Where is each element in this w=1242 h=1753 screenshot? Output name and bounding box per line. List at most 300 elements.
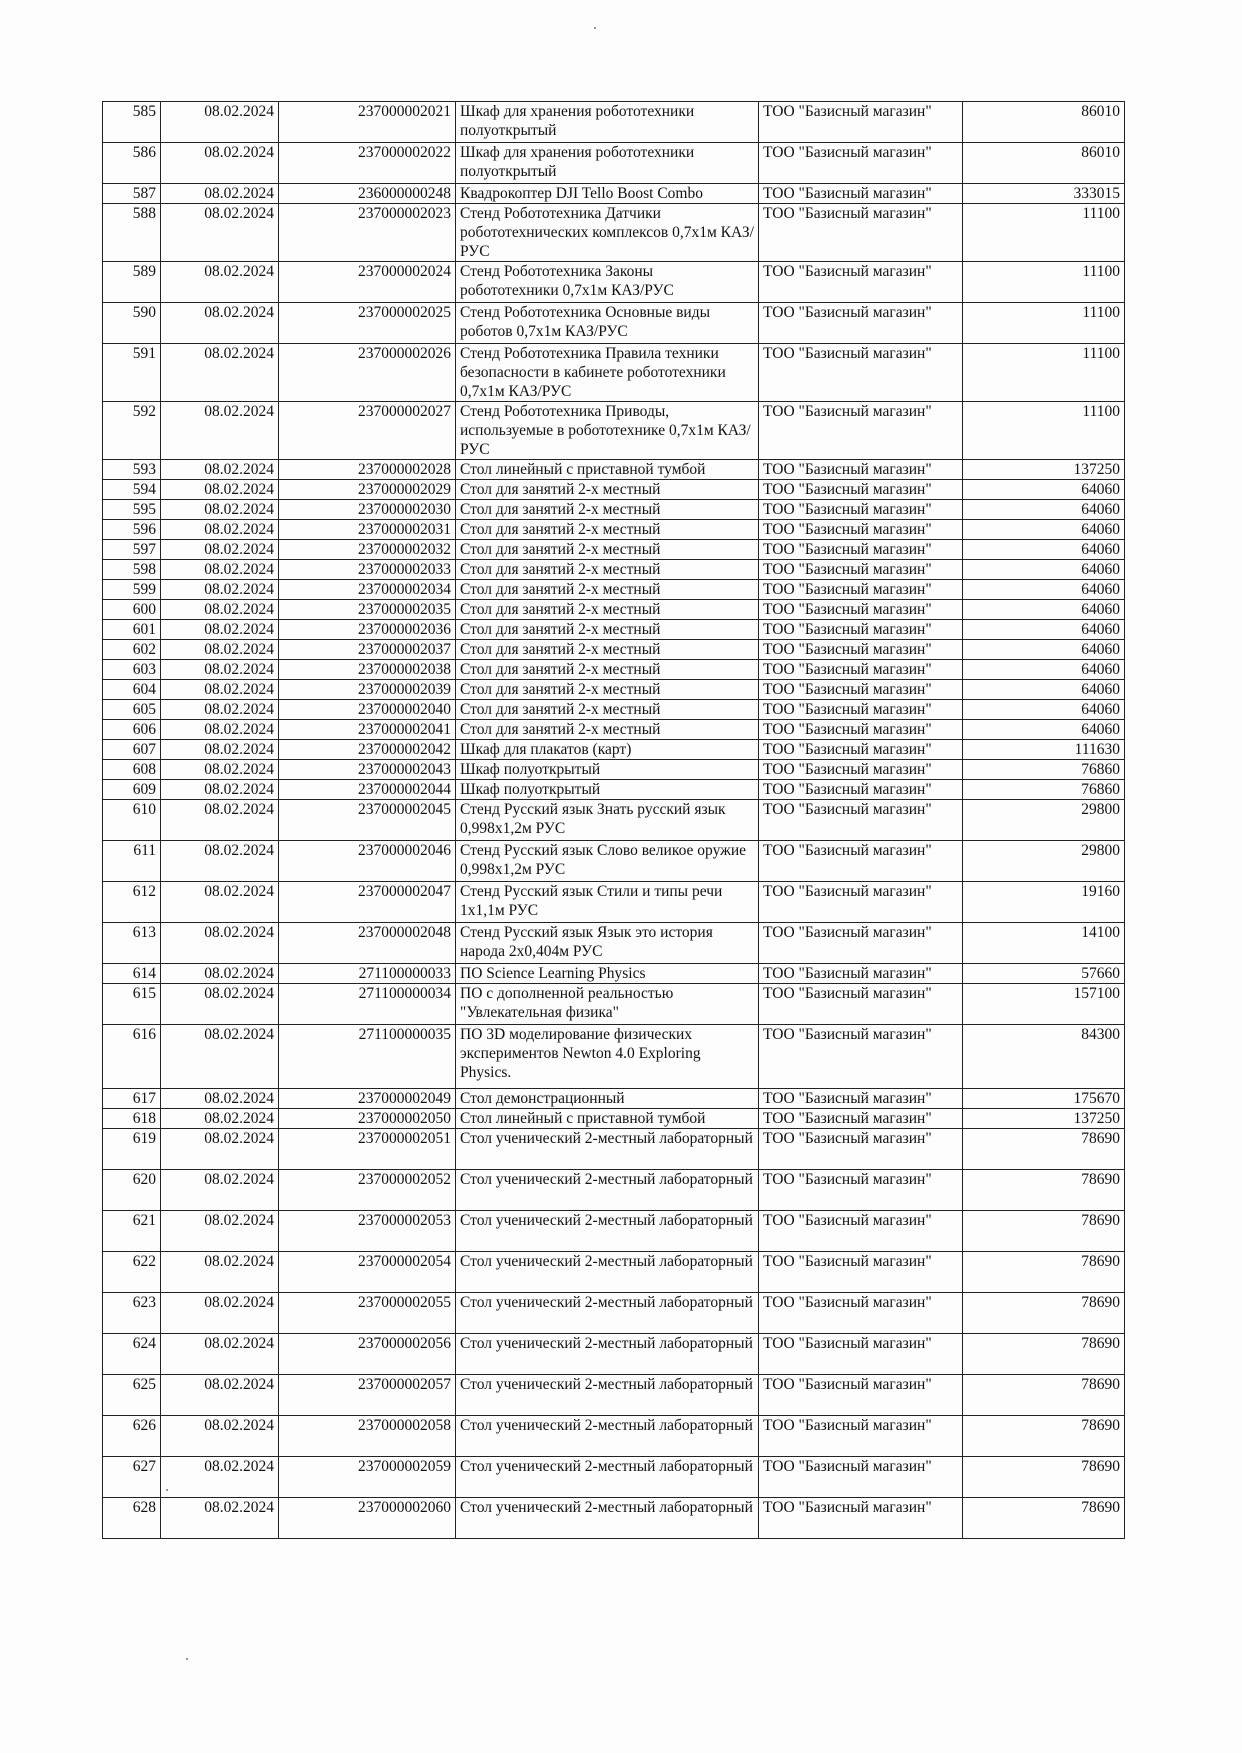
supplier-name: ТОО "Базисный магазин" bbox=[759, 800, 963, 841]
row-date: 08.02.2024 bbox=[161, 700, 279, 720]
item-name: Стол для занятий 2-х местный bbox=[456, 520, 759, 540]
table-row bbox=[103, 480, 1125, 500]
scan-speck bbox=[166, 1489, 168, 1491]
row-number: 593 bbox=[103, 460, 161, 480]
item-amount: 64060 bbox=[963, 660, 1125, 680]
row-date: 08.02.2024 bbox=[161, 500, 279, 520]
item-name: Стенд Робототехника Правила техники безопасности в кабинете робототехники 0,7х1м КАЗ/РУС bbox=[456, 344, 759, 402]
table-row bbox=[103, 1457, 1125, 1498]
supplier-name: ТОО "Базисный магазин" bbox=[759, 720, 963, 740]
supplier-name: ТОО "Базисный магазин" bbox=[759, 841, 963, 882]
item-name: Стол для занятий 2-х местный bbox=[456, 700, 759, 720]
inventory-code: 237000002048 bbox=[279, 923, 456, 964]
row-number: 597 bbox=[103, 540, 161, 560]
row-date: 08.02.2024 bbox=[161, 303, 279, 344]
row-date: 08.02.2024 bbox=[161, 640, 279, 660]
item-amount: 86010 bbox=[963, 143, 1125, 184]
supplier-name: ТОО "Базисный магазин" bbox=[759, 540, 963, 560]
item-amount: 11100 bbox=[963, 344, 1125, 402]
supplier-name: ТОО "Базисный магазин" bbox=[759, 1375, 963, 1416]
inventory-code: 237000002025 bbox=[279, 303, 456, 344]
item-amount: 76860 bbox=[963, 780, 1125, 800]
row-number: 588 bbox=[103, 204, 161, 262]
row-number: 585 bbox=[103, 102, 161, 143]
table-row bbox=[103, 640, 1125, 660]
inventory-code: 237000002039 bbox=[279, 680, 456, 700]
row-number: 626 bbox=[103, 1416, 161, 1457]
table-row bbox=[103, 1293, 1125, 1334]
supplier-name: ТОО "Базисный магазин" bbox=[759, 480, 963, 500]
row-date: 08.02.2024 bbox=[161, 600, 279, 620]
inventory-code: 237000002036 bbox=[279, 620, 456, 640]
item-name: Стол ученический 2-местный лабораторный bbox=[456, 1457, 759, 1498]
item-amount: 333015 bbox=[963, 184, 1125, 204]
item-name: Стол для занятий 2-х местный bbox=[456, 640, 759, 660]
item-amount: 64060 bbox=[963, 520, 1125, 540]
inventory-code: 237000002044 bbox=[279, 780, 456, 800]
row-number: 603 bbox=[103, 660, 161, 680]
item-amount: 84300 bbox=[963, 1025, 1125, 1089]
item-name: Стол ученический 2-местный лабораторный bbox=[456, 1129, 759, 1170]
row-number: 599 bbox=[103, 580, 161, 600]
row-number: 617 bbox=[103, 1089, 161, 1109]
row-date: 08.02.2024 bbox=[161, 984, 279, 1025]
supplier-name: ТОО "Базисный магазин" bbox=[759, 1416, 963, 1457]
supplier-name: ТОО "Базисный магазин" bbox=[759, 680, 963, 700]
item-name: Стенд Робототехника Датчики робототехнических комплексов 0,7х1м КАЗ/РУС bbox=[456, 204, 759, 262]
inventory-code: 237000002040 bbox=[279, 700, 456, 720]
row-number: 624 bbox=[103, 1334, 161, 1375]
row-number: 614 bbox=[103, 964, 161, 984]
item-amount: 29800 bbox=[963, 800, 1125, 841]
inventory-code: 271100000035 bbox=[279, 1025, 456, 1089]
row-date: 08.02.2024 bbox=[161, 1252, 279, 1293]
table-row bbox=[103, 1334, 1125, 1375]
item-name: Стол линейный с приставной тумбой bbox=[456, 460, 759, 480]
supplier-name: ТОО "Базисный магазин" bbox=[759, 600, 963, 620]
item-amount: 78690 bbox=[963, 1293, 1125, 1334]
inventory-code: 237000002042 bbox=[279, 740, 456, 760]
item-name: Шкаф для хранения робототехники полуоткрытый bbox=[456, 102, 759, 143]
row-date: 08.02.2024 bbox=[161, 1211, 279, 1252]
supplier-name: ТОО "Базисный магазин" bbox=[759, 1109, 963, 1129]
item-amount: 78690 bbox=[963, 1334, 1125, 1375]
inventory-code: 237000002033 bbox=[279, 560, 456, 580]
supplier-name: ТОО "Базисный магазин" bbox=[759, 984, 963, 1025]
inventory-code: 237000002049 bbox=[279, 1089, 456, 1109]
item-amount: 78690 bbox=[963, 1170, 1125, 1211]
row-date: 08.02.2024 bbox=[161, 460, 279, 480]
table-row bbox=[103, 923, 1125, 964]
row-number: 618 bbox=[103, 1109, 161, 1129]
row-date: 08.02.2024 bbox=[161, 1334, 279, 1375]
inventory-code: 237000002026 bbox=[279, 344, 456, 402]
supplier-name: ТОО "Базисный магазин" bbox=[759, 460, 963, 480]
supplier-name: ТОО "Базисный магазин" bbox=[759, 660, 963, 680]
item-amount: 157100 bbox=[963, 984, 1125, 1025]
inventory-code: 237000002051 bbox=[279, 1129, 456, 1170]
table-row bbox=[103, 1498, 1125, 1539]
table-row bbox=[103, 1416, 1125, 1457]
item-amount: 78690 bbox=[963, 1457, 1125, 1498]
item-amount: 64060 bbox=[963, 480, 1125, 500]
inventory-code: 237000002031 bbox=[279, 520, 456, 540]
item-amount: 19160 bbox=[963, 882, 1125, 923]
supplier-name: ТОО "Базисный магазин" bbox=[759, 923, 963, 964]
row-date: 08.02.2024 bbox=[161, 520, 279, 540]
row-date: 08.02.2024 bbox=[161, 964, 279, 984]
row-number: 596 bbox=[103, 520, 161, 540]
item-name: Шкаф полуоткрытый bbox=[456, 780, 759, 800]
table-row bbox=[103, 1089, 1125, 1109]
item-amount: 137250 bbox=[963, 1109, 1125, 1129]
item-amount: 78690 bbox=[963, 1416, 1125, 1457]
table-row bbox=[103, 540, 1125, 560]
item-amount: 64060 bbox=[963, 540, 1125, 560]
row-date: 08.02.2024 bbox=[161, 1089, 279, 1109]
supplier-name: ТОО "Базисный магазин" bbox=[759, 780, 963, 800]
item-amount: 57660 bbox=[963, 964, 1125, 984]
item-amount: 29800 bbox=[963, 841, 1125, 882]
table-row bbox=[103, 882, 1125, 923]
item-name: Стол ученический 2-местный лабораторный bbox=[456, 1170, 759, 1211]
inventory-code: 237000002045 bbox=[279, 800, 456, 841]
item-amount: 78690 bbox=[963, 1375, 1125, 1416]
supplier-name: ТОО "Базисный магазин" bbox=[759, 740, 963, 760]
row-date: 08.02.2024 bbox=[161, 760, 279, 780]
table-row bbox=[103, 204, 1125, 262]
item-name: Шкаф полуоткрытый bbox=[456, 760, 759, 780]
supplier-name: ТОО "Базисный магазин" bbox=[759, 964, 963, 984]
row-number: 601 bbox=[103, 620, 161, 640]
row-number: 620 bbox=[103, 1170, 161, 1211]
row-number: 622 bbox=[103, 1252, 161, 1293]
supplier-name: ТОО "Базисный магазин" bbox=[759, 344, 963, 402]
inventory-code: 237000002037 bbox=[279, 640, 456, 660]
item-amount: 11100 bbox=[963, 204, 1125, 262]
table-row bbox=[103, 841, 1125, 882]
row-number: 587 bbox=[103, 184, 161, 204]
item-amount: 78690 bbox=[963, 1211, 1125, 1252]
row-date: 08.02.2024 bbox=[161, 1498, 279, 1539]
inventory-code: 237000002035 bbox=[279, 600, 456, 620]
table-row bbox=[103, 1252, 1125, 1293]
supplier-name: ТОО "Базисный магазин" bbox=[759, 204, 963, 262]
inventory-code: 237000002047 bbox=[279, 882, 456, 923]
inventory-code: 237000002055 bbox=[279, 1293, 456, 1334]
inventory-code: 237000002027 bbox=[279, 402, 456, 460]
scan-speck bbox=[186, 1658, 188, 1660]
row-number: 610 bbox=[103, 800, 161, 841]
row-date: 08.02.2024 bbox=[161, 1457, 279, 1498]
row-date: 08.02.2024 bbox=[161, 923, 279, 964]
item-name: ПО Science Learning Physics bbox=[456, 964, 759, 984]
row-number: 628 bbox=[103, 1498, 161, 1539]
table-row bbox=[103, 1170, 1125, 1211]
row-number: 611 bbox=[103, 841, 161, 882]
item-name: Стол ученический 2-местный лабораторный bbox=[456, 1416, 759, 1457]
row-date: 08.02.2024 bbox=[161, 580, 279, 600]
item-name: Стенд Русский язык Знать русский язык 0,998х1,2м РУС bbox=[456, 800, 759, 841]
table-row bbox=[103, 344, 1125, 402]
row-date: 08.02.2024 bbox=[161, 1129, 279, 1170]
row-number: 605 bbox=[103, 700, 161, 720]
supplier-name: ТОО "Базисный магазин" bbox=[759, 1293, 963, 1334]
row-date: 08.02.2024 bbox=[161, 841, 279, 882]
item-name: Стол ученический 2-местный лабораторный bbox=[456, 1498, 759, 1539]
inventory-code: 237000002041 bbox=[279, 720, 456, 740]
inventory-code: 237000002060 bbox=[279, 1498, 456, 1539]
item-amount: 86010 bbox=[963, 102, 1125, 143]
item-name: Стол ученический 2-местный лабораторный bbox=[456, 1334, 759, 1375]
table-row bbox=[103, 143, 1125, 184]
supplier-name: ТОО "Базисный магазин" bbox=[759, 700, 963, 720]
inventory-code: 237000002057 bbox=[279, 1375, 456, 1416]
row-date: 08.02.2024 bbox=[161, 1109, 279, 1129]
table-row bbox=[103, 102, 1125, 143]
row-date: 08.02.2024 bbox=[161, 882, 279, 923]
row-date: 08.02.2024 bbox=[161, 102, 279, 143]
inventory-code: 237000002021 bbox=[279, 102, 456, 143]
supplier-name: ТОО "Базисный магазин" bbox=[759, 1089, 963, 1109]
row-number: 595 bbox=[103, 500, 161, 520]
item-name: Стол линейный с приставной тумбой bbox=[456, 1109, 759, 1129]
item-name: Стенд Робототехника Основные виды роботов 0,7х1м КАЗ/РУС bbox=[456, 303, 759, 344]
item-name: Стенд Русский язык Язык это история народа 2х0,404м РУС bbox=[456, 923, 759, 964]
item-amount: 111630 bbox=[963, 740, 1125, 760]
inventory-code: 237000002052 bbox=[279, 1170, 456, 1211]
inventory-code: 237000002038 bbox=[279, 660, 456, 680]
supplier-name: ТОО "Базисный магазин" bbox=[759, 1025, 963, 1089]
table-row bbox=[103, 680, 1125, 700]
row-number: 586 bbox=[103, 143, 161, 184]
table-row bbox=[103, 520, 1125, 540]
item-amount: 78690 bbox=[963, 1129, 1125, 1170]
row-date: 08.02.2024 bbox=[161, 620, 279, 640]
row-number: 608 bbox=[103, 760, 161, 780]
table-row bbox=[103, 600, 1125, 620]
supplier-name: ТОО "Базисный магазин" bbox=[759, 1170, 963, 1211]
scan-speck bbox=[594, 27, 596, 29]
item-name: Стол для занятий 2-х местный bbox=[456, 660, 759, 680]
item-name: Стол для занятий 2-х местный bbox=[456, 540, 759, 560]
item-name: Стол для занятий 2-х местный bbox=[456, 580, 759, 600]
supplier-name: ТОО "Базисный магазин" bbox=[759, 1252, 963, 1293]
table-row bbox=[103, 1109, 1125, 1129]
supplier-name: ТОО "Базисный магазин" bbox=[759, 1129, 963, 1170]
item-amount: 11100 bbox=[963, 402, 1125, 460]
table-row bbox=[103, 460, 1125, 480]
supplier-name: ТОО "Базисный магазин" bbox=[759, 1498, 963, 1539]
row-number: 612 bbox=[103, 882, 161, 923]
item-amount: 78690 bbox=[963, 1252, 1125, 1293]
row-number: 602 bbox=[103, 640, 161, 660]
item-amount: 11100 bbox=[963, 262, 1125, 303]
table-row bbox=[103, 620, 1125, 640]
item-name: Стенд Робототехника Приводы, используемые в робототехнике 0,7х1м КАЗ/РУС bbox=[456, 402, 759, 460]
supplier-name: ТОО "Базисный магазин" bbox=[759, 1334, 963, 1375]
item-name: Стол для занятий 2-х местный bbox=[456, 620, 759, 640]
row-number: 627 bbox=[103, 1457, 161, 1498]
item-amount: 64060 bbox=[963, 500, 1125, 520]
row-date: 08.02.2024 bbox=[161, 800, 279, 841]
item-amount: 64060 bbox=[963, 620, 1125, 640]
table-row bbox=[103, 262, 1125, 303]
row-number: 591 bbox=[103, 344, 161, 402]
row-number: 615 bbox=[103, 984, 161, 1025]
table-row bbox=[103, 1211, 1125, 1252]
item-amount: 64060 bbox=[963, 560, 1125, 580]
supplier-name: ТОО "Базисный магазин" bbox=[759, 262, 963, 303]
supplier-name: ТОО "Базисный магазин" bbox=[759, 402, 963, 460]
inventory-code: 237000002022 bbox=[279, 143, 456, 184]
table-row bbox=[103, 984, 1125, 1025]
item-name: Стол демонстрационный bbox=[456, 1089, 759, 1109]
item-name: Стенд Русский язык Слово великое оружие 0,998х1,2м РУС bbox=[456, 841, 759, 882]
inventory-code: 237000002024 bbox=[279, 262, 456, 303]
table-row bbox=[103, 580, 1125, 600]
table-row bbox=[103, 800, 1125, 841]
inventory-code: 237000002030 bbox=[279, 500, 456, 520]
item-name: Стол ученический 2-местный лабораторный bbox=[456, 1252, 759, 1293]
inventory-code: 237000002043 bbox=[279, 760, 456, 780]
supplier-name: ТОО "Базисный магазин" bbox=[759, 143, 963, 184]
item-name: Стол для занятий 2-х местный bbox=[456, 720, 759, 740]
row-date: 08.02.2024 bbox=[161, 680, 279, 700]
inventory-code: 237000002053 bbox=[279, 1211, 456, 1252]
row-number: 609 bbox=[103, 780, 161, 800]
item-amount: 64060 bbox=[963, 600, 1125, 620]
item-amount: 64060 bbox=[963, 720, 1125, 740]
item-name: Квадрокоптер DJI Tello Boost Combo bbox=[456, 184, 759, 204]
row-date: 08.02.2024 bbox=[161, 1416, 279, 1457]
table-row bbox=[103, 1129, 1125, 1170]
row-date: 08.02.2024 bbox=[161, 1293, 279, 1334]
supplier-name: ТОО "Базисный магазин" bbox=[759, 184, 963, 204]
row-date: 08.02.2024 bbox=[161, 143, 279, 184]
row-number: 619 bbox=[103, 1129, 161, 1170]
supplier-name: ТОО "Базисный магазин" bbox=[759, 640, 963, 660]
row-number: 616 bbox=[103, 1025, 161, 1089]
supplier-name: ТОО "Базисный магазин" bbox=[759, 500, 963, 520]
supplier-name: ТОО "Базисный магазин" bbox=[759, 620, 963, 640]
row-date: 08.02.2024 bbox=[161, 204, 279, 262]
item-name: Стол ученический 2-местный лабораторный bbox=[456, 1375, 759, 1416]
row-number: 625 bbox=[103, 1375, 161, 1416]
row-date: 08.02.2024 bbox=[161, 344, 279, 402]
row-number: 621 bbox=[103, 1211, 161, 1252]
inventory-code: 237000002059 bbox=[279, 1457, 456, 1498]
supplier-name: ТОО "Базисный магазин" bbox=[759, 1211, 963, 1252]
inventory-table-body bbox=[103, 102, 1125, 1539]
supplier-name: ТОО "Базисный магазин" bbox=[759, 520, 963, 540]
row-date: 08.02.2024 bbox=[161, 720, 279, 740]
supplier-name: ТОО "Базисный магазин" bbox=[759, 1457, 963, 1498]
item-name: Стол для занятий 2-х местный bbox=[456, 600, 759, 620]
supplier-name: ТОО "Базисный магазин" bbox=[759, 102, 963, 143]
row-date: 08.02.2024 bbox=[161, 480, 279, 500]
row-number: 590 bbox=[103, 303, 161, 344]
table-row bbox=[103, 560, 1125, 580]
supplier-name: ТОО "Базисный магазин" bbox=[759, 580, 963, 600]
item-amount: 14100 bbox=[963, 923, 1125, 964]
table-row bbox=[103, 303, 1125, 344]
inventory-code: 237000002058 bbox=[279, 1416, 456, 1457]
table-row bbox=[103, 720, 1125, 740]
row-date: 08.02.2024 bbox=[161, 560, 279, 580]
supplier-name: ТОО "Базисный магазин" bbox=[759, 760, 963, 780]
item-name: Стол ученический 2-местный лабораторный bbox=[456, 1211, 759, 1252]
row-number: 592 bbox=[103, 402, 161, 460]
supplier-name: ТОО "Базисный магазин" bbox=[759, 303, 963, 344]
row-date: 08.02.2024 bbox=[161, 780, 279, 800]
table-row bbox=[103, 402, 1125, 460]
table-row bbox=[103, 700, 1125, 720]
inventory-code: 237000002029 bbox=[279, 480, 456, 500]
row-number: 623 bbox=[103, 1293, 161, 1334]
table-row bbox=[103, 184, 1125, 204]
item-amount: 137250 bbox=[963, 460, 1125, 480]
inventory-code: 237000002056 bbox=[279, 1334, 456, 1375]
row-date: 08.02.2024 bbox=[161, 540, 279, 560]
inventory-code: 237000002054 bbox=[279, 1252, 456, 1293]
row-date: 08.02.2024 bbox=[161, 1025, 279, 1089]
row-number: 600 bbox=[103, 600, 161, 620]
row-date: 08.02.2024 bbox=[161, 660, 279, 680]
item-name: Стенд Робототехника Законы робототехники 0,7х1м КАЗ/РУС bbox=[456, 262, 759, 303]
inventory-table bbox=[102, 101, 1125, 1539]
inventory-code: 236000000248 bbox=[279, 184, 456, 204]
item-amount: 64060 bbox=[963, 580, 1125, 600]
row-date: 08.02.2024 bbox=[161, 740, 279, 760]
item-amount: 11100 bbox=[963, 303, 1125, 344]
item-amount: 64060 bbox=[963, 700, 1125, 720]
item-name: Стол для занятий 2-х местный bbox=[456, 500, 759, 520]
item-amount: 76860 bbox=[963, 760, 1125, 780]
supplier-name: ТОО "Базисный магазин" bbox=[759, 560, 963, 580]
row-date: 08.02.2024 bbox=[161, 262, 279, 303]
table-row bbox=[103, 1025, 1125, 1089]
row-date: 08.02.2024 bbox=[161, 1375, 279, 1416]
row-date: 08.02.2024 bbox=[161, 402, 279, 460]
inventory-code: 237000002028 bbox=[279, 460, 456, 480]
inventory-code: 237000002046 bbox=[279, 841, 456, 882]
row-number: 607 bbox=[103, 740, 161, 760]
item-name: Шкаф для плакатов (карт) bbox=[456, 740, 759, 760]
row-number: 594 bbox=[103, 480, 161, 500]
supplier-name: ТОО "Базисный магазин" bbox=[759, 882, 963, 923]
item-name: Стол для занятий 2-х местный bbox=[456, 480, 759, 500]
item-name: Шкаф для хранения робототехники полуоткрытый bbox=[456, 143, 759, 184]
table-row bbox=[103, 660, 1125, 680]
inventory-code: 237000002023 bbox=[279, 204, 456, 262]
row-number: 598 bbox=[103, 560, 161, 580]
table-row bbox=[103, 964, 1125, 984]
item-name: Стол для занятий 2-х местный bbox=[456, 680, 759, 700]
row-number: 606 bbox=[103, 720, 161, 740]
inventory-code: 237000002050 bbox=[279, 1109, 456, 1129]
item-amount: 78690 bbox=[963, 1498, 1125, 1539]
row-date: 08.02.2024 bbox=[161, 1170, 279, 1211]
table-row bbox=[103, 1375, 1125, 1416]
item-amount: 64060 bbox=[963, 680, 1125, 700]
inventory-code: 271100000033 bbox=[279, 964, 456, 984]
table-row bbox=[103, 740, 1125, 760]
item-name: Стенд Русский язык Стили и типы речи 1х1,1м РУС bbox=[456, 882, 759, 923]
item-name: Стол ученический 2-местный лабораторный bbox=[456, 1293, 759, 1334]
inventory-code: 237000002032 bbox=[279, 540, 456, 560]
row-number: 589 bbox=[103, 262, 161, 303]
